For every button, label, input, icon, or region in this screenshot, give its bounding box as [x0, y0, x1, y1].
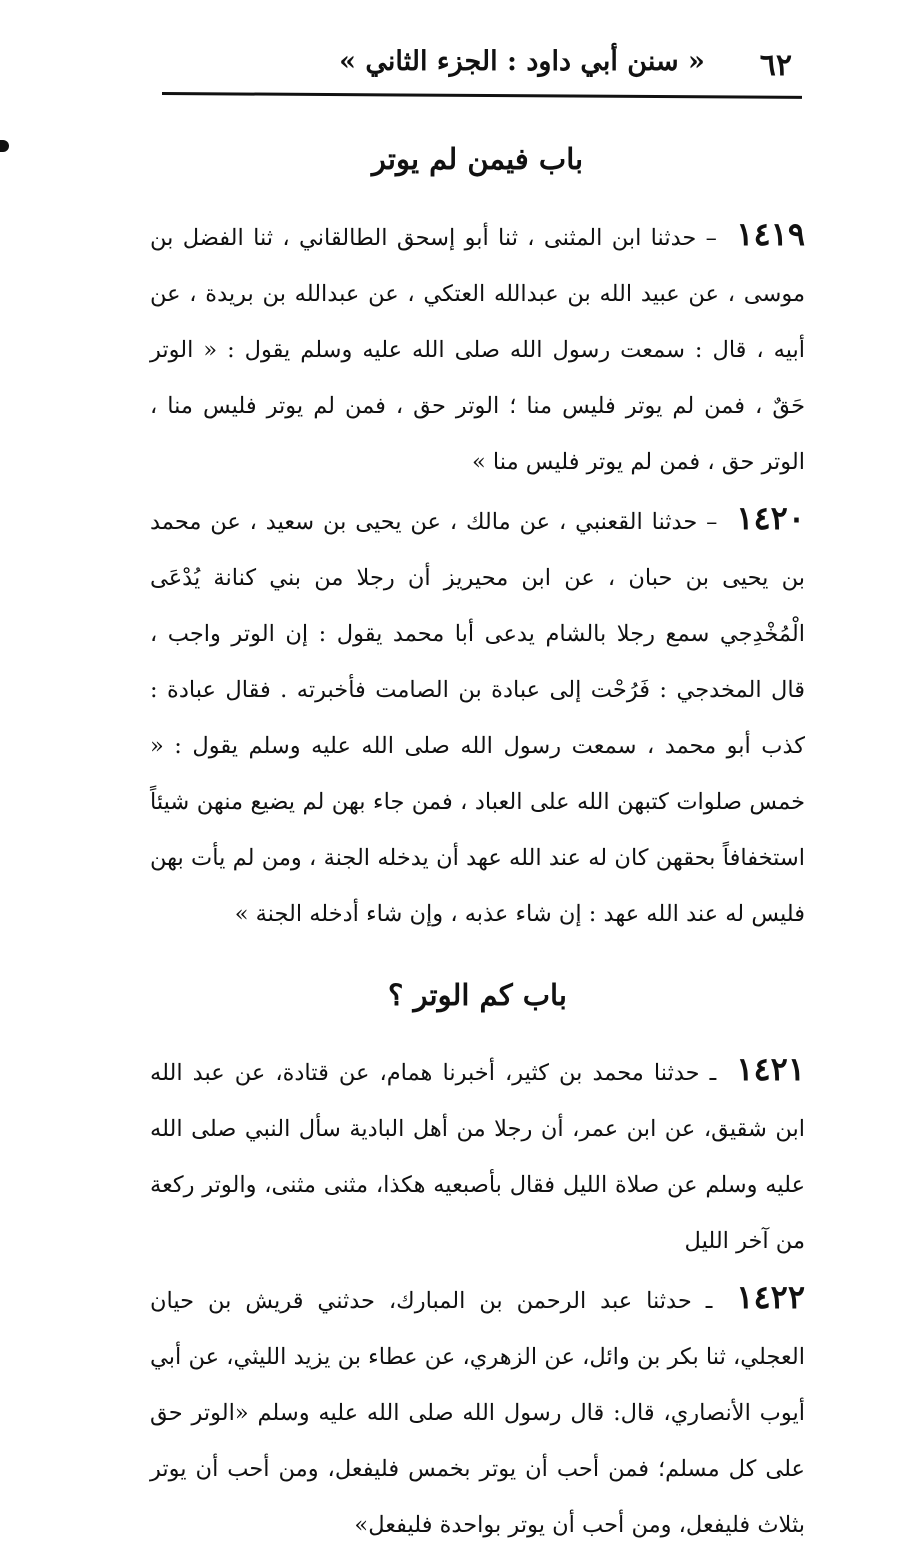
- page-number: ٦٢: [759, 48, 792, 83]
- hadith-number: ١٤٢٠: [736, 498, 806, 537]
- page-body: [150, 120, 805, 1553]
- chapter-title: باب فيمن لم يوتر: [371, 142, 584, 176]
- hadith-paragraph: [150, 206, 805, 490]
- page-header: [162, 38, 802, 98]
- hadith-text: ـ حدثنا محمد بن كثير، أخبرنا همام، عن قتادة، عن عبد الله ابن شقيق، عن ابن عمر، أن رجلا من أهل البادية سأل النبي صلى الله عليه وسلم عن صلاة الليل فقال بأصبعيه هكذا، مثنى مثنى، والوتر ركعة من آخر الليل: [150, 1060, 805, 1254]
- hadith-paragraph: [150, 1269, 805, 1553]
- hadith-number: ١٤٢١: [736, 1050, 806, 1088]
- chapter-title: باب كم الوتر ؟: [388, 977, 567, 1012]
- hadith-number: ١٤٢٢: [736, 1278, 805, 1316]
- hadith-text: ـ حدثنا عبد الرحمن بن المبارك، حدثني قريش بن حيان العجلي، ثنا بكر بن وائل، عن الزهري، عن عطاء بن يزيد الليثي، عن أبي أيوب الأنصاري، قال: قال رسول الله صلى الله عليه وسلم «الوتر حق على كل مسلم؛ فمن أحب أن يوتر بخمس فليفعل، ومن أحب أن يوتر بثلاث فليفعل، ومن أحب أن يوتر بواحدة فليفعل»: [150, 1288, 805, 1538]
- header-rule: [162, 92, 802, 99]
- hadith-text: – حدثنا القعنبي ، عن مالك ، عن يحيى بن سعيد ، عن محمد بن يحيى بن حبان ، عن ابن محيريز أن رجلا من بني كنانة يُدْعَى الْمُخْدِجي سمع رجلا بالشام يدعى أبا محمد يقول : إن الوتر واجب ، قال المخدجي : فَرُحْت إلى عبادة بن الصامت فأخبرته . فقال عبادة : كذب أبو محمد ، سمعت رسول الله صلى الله عليه وسلم يقول : « خمس صلوات كتبهن الله على العباد ، فمن جاء بهن لم يضيع منهن شيئاً استخفافاً بحقهن كان له عند الله عهد أن يدخله الجنة ، ومن لم يأت بهن فليس له عند الله عهد : إن شاء عذبه ، وإن شاء أدخله الجنة »: [150, 508, 805, 927]
- hadith-paragraph: [150, 490, 805, 942]
- running-title: « سنن أبي داود : الجزء الثاني »: [339, 46, 705, 77]
- page-edge-mark: [0, 140, 9, 152]
- hadith-text: – حدثنا ابن المثنى ، ثنا أبو إسحق الطالقاني ، ثنا الفضل بن موسى ، عن عبيد الله بن عبدالله العتكي ، عن عبدالله بن بريدة ، عن أبيه ، قال : سمعت رسول الله صلى الله عليه وسلم يقول : « الوتر حَقٌ ، فمن لم يوتر فليس منا ؛ الوتر حق ، فمن لم يوتر فليس منا ، الوتر حق ، فمن لم يوتر فليس منا »: [150, 224, 805, 475]
- hadith-number: ١٤١٩: [736, 214, 805, 253]
- hadith-paragraph: [150, 1041, 805, 1269]
